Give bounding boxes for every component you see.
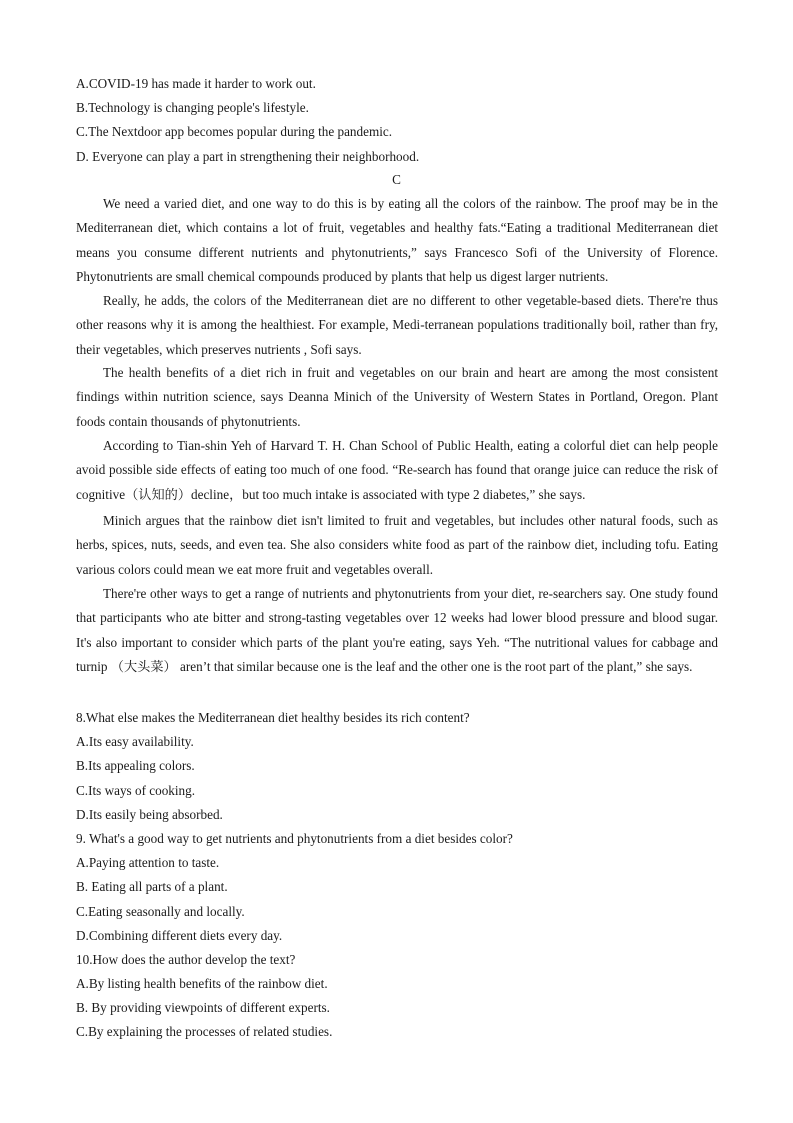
paragraph-2: Really, he adds, the colors of the Mediterranean diet are no different to other vegetable-based diets. There're thus other reasons why it is among the healthiest. For example, Medi-terranean populations traditionally boil, rather than fry, their vegetables, which preserves nutrients , Sofi says. xyxy=(76,293,718,357)
question-stem: 10.How does the author develop the text? xyxy=(76,951,296,967)
questions xyxy=(76,706,718,1045)
option-d: D.Its easily being absorbed. xyxy=(76,806,223,822)
option-c: C.Its ways of cooking. xyxy=(76,782,196,798)
paragraph-3: The health benefits of a diet rich in fruit and vegetables on our brain and heart are among the most consistent findings within nutrition science, says Deanna Minich of the University of Western States in Portland, Oregon. Plant foods contain thousands of phytonutrients. xyxy=(76,365,718,429)
question-stem: 8.What else makes the Mediterranean diet healthy besides its rich content? xyxy=(76,710,470,725)
paragraph-5: Minich argues that the rainbow diet isn't limited to fruit and vegetables, but includes other natural foods, such as herbs, spices, nuts, seeds, and even tea. She also considers white food as part of the rainbow diet, including tofu. Eating various colors could mean we eat more fruit and vegetables overall. xyxy=(76,513,718,577)
option-c: C.By explaining the processes of related studies. xyxy=(76,1024,333,1040)
option-c: C.The Nextdoor app becomes popular during the pandemic. xyxy=(76,124,393,140)
option-b: B. Eating all parts of a plant. xyxy=(76,879,228,895)
passage xyxy=(76,192,718,704)
option-b: B.Its appealing colors. xyxy=(76,758,195,774)
option-b: B.Technology is changing people's lifestyle. xyxy=(76,100,309,116)
option-a: A.COVID-19 has made it harder to work out. xyxy=(76,76,316,91)
section-heading: C xyxy=(392,172,401,187)
option-a: A.Paying attention to taste. xyxy=(76,855,220,871)
paragraph-4: According to Tian-shin Yeh of Harvard T. H. Chan School of Public Health, eating a colorful diet can help people avoid possible side effects of eating too much of one food. “Re-search has found that orange juice can reduce the risk of cognitive（认知的）decline，but too much intake is associated with type 2 diabetes,” she says. xyxy=(76,438,718,502)
previous-question-options xyxy=(76,72,718,169)
question-10 xyxy=(76,948,718,1045)
option-d: D. Everyone can play a part in strengthening their neighborhood. xyxy=(76,148,420,164)
option-d: D.Combining different diets every day. xyxy=(76,927,283,943)
question-9 xyxy=(76,827,718,948)
option-a: A.Its easy availability. xyxy=(76,734,194,750)
option-a: A.By listing health benefits of the rainbow diet. xyxy=(76,976,328,992)
paragraph-6: There're other ways to get a range of nutrients and phytonutrients from your diet, re-searchers say. One study found that participants who ate bitter and strong-tasting vegetables over 12 weeks had lower blood pressure and blood sugar. It's also important to consider which parts of the plant you're eating, says Yeh. “The nutritional values for cabbage and turnip （大头菜） aren’t that similar because one is the leaf and the other one is the root part of the plant,” she says. xyxy=(76,586,718,675)
option-b: B. By providing viewpoints of different experts. xyxy=(76,1000,330,1016)
paragraph-1: We need a varied diet, and one way to do this is by eating all the colors of the rainbow. The proof may be in the Mediterranean diet, which contains a lot of fruit, vegetables and healthy fats.“Eating a traditional Mediterranean diet means you consume different nutrients and phytonutrients,” says Francesco Sofi of the University of Florence. Phytonutrients are small chemical compounds produced by plants that help us digest larger nutrients. xyxy=(76,196,718,285)
question-stem: 9. What's a good way to get nutrients and phytonutrients from a diet besides color? xyxy=(76,830,513,846)
question-8 xyxy=(76,706,718,827)
option-c: C.Eating seasonally and locally. xyxy=(76,903,245,919)
